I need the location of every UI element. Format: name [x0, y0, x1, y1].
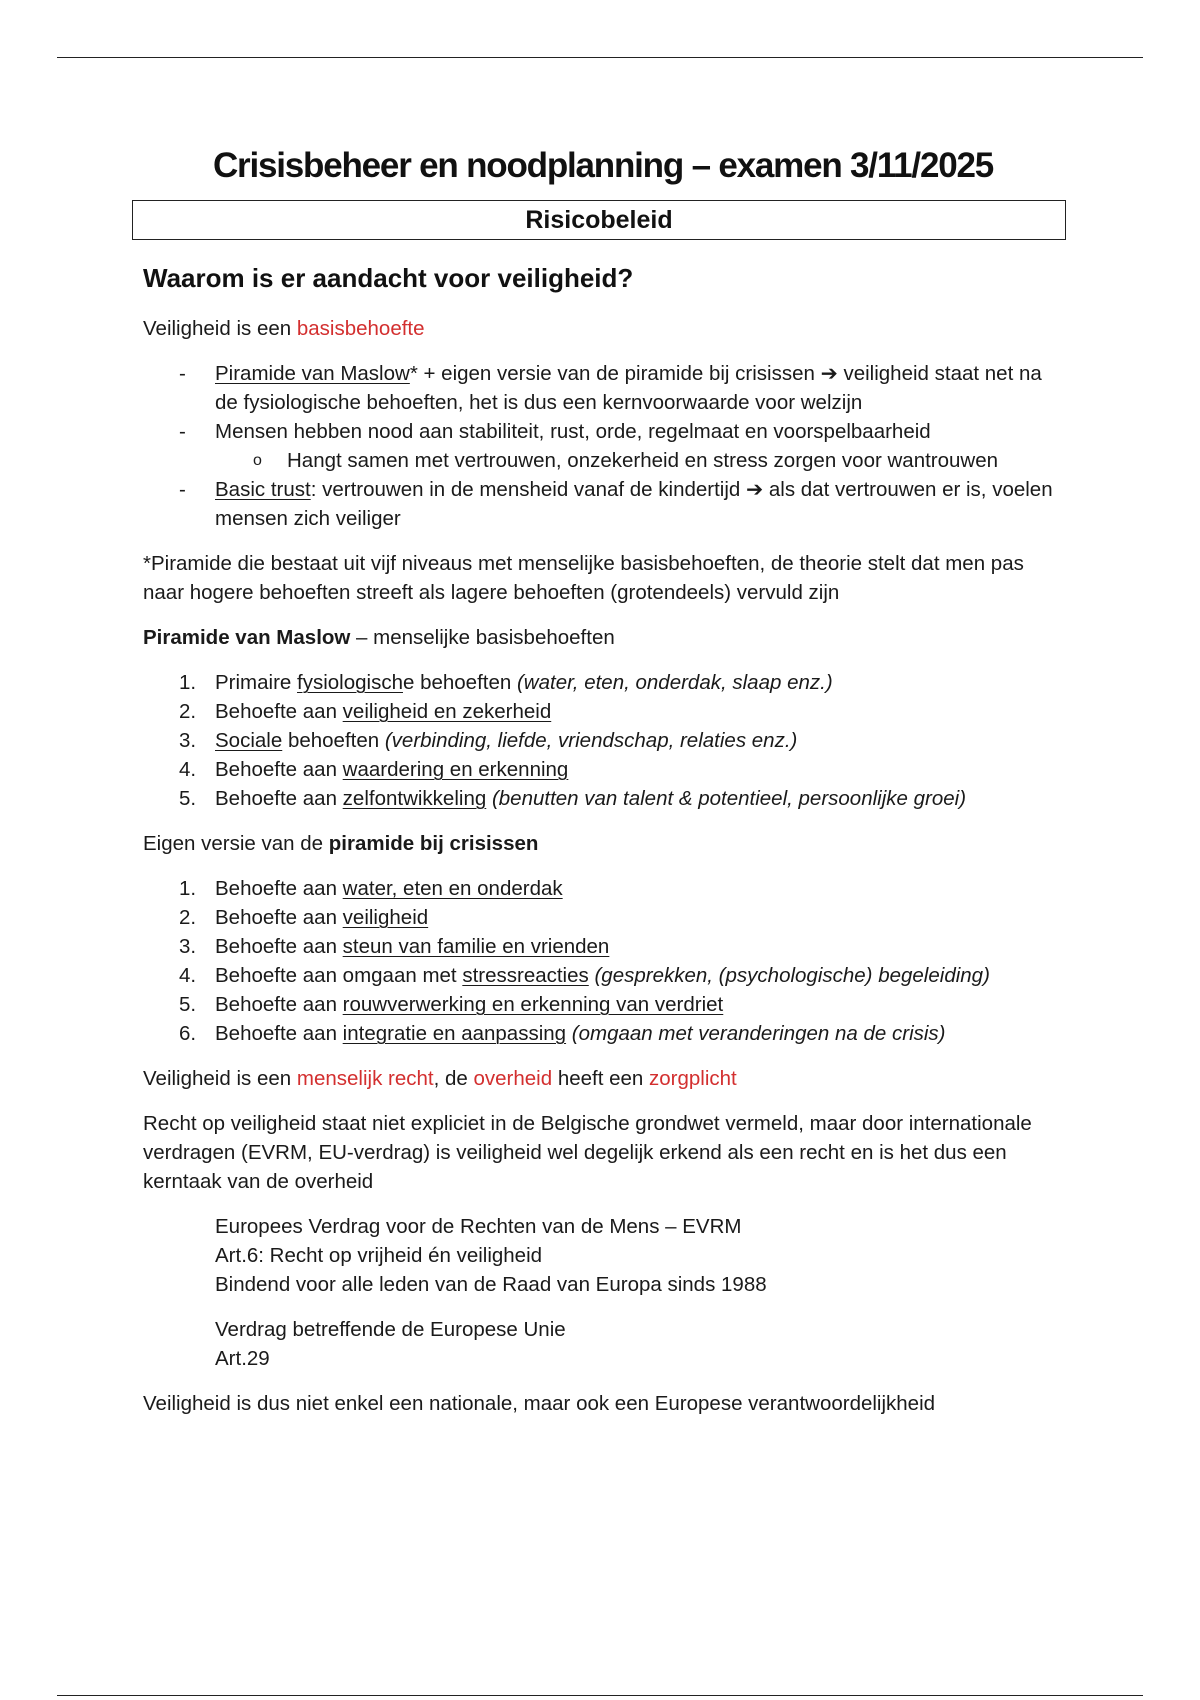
list-item: 5. Behoefte aan rouwverwerking en erkenning van verdriet [179, 993, 724, 1016]
list-item: 3. Sociale behoeften (verbinding, liefde, vriendschap, relaties enz.) [179, 729, 798, 752]
list-item: 4. Behoefte aan waardering en erkenning [179, 758, 569, 781]
highlight-basisbehoefte: basisbehoefte [296, 317, 425, 340]
eu-treaty-block: Verdrag betreffende de Europese Unie Art.29 [215, 1318, 566, 1370]
rights-sentence: Veiligheid is een menselijk recht, de overheid heeft een zorgplicht [143, 1067, 737, 1090]
conclusion: Veiligheid is dus niet enkel een nationale, maar ook een Europese verantwoordelijkheid [143, 1392, 936, 1415]
body-paragraph: Recht op veiligheid staat niet expliciet in de Belgische grondwet vermeld, maar door internationale verdragen (EVRM, EU-verdrag) is veiligheid wel degelijk erkend als een recht en is het dus een kerntaak van de overheid [143, 1112, 1032, 1193]
list-item: - Basic trust: vertrouwen in de mensheid vanaf de kindertijd ➔ als dat vertrouwen er is, voelen mensen zich veiliger [215, 475, 1063, 533]
document-body [143, 258, 1063, 1434]
list-item: 6. Behoefte aan integratie en aanpassing (omgaan met veranderingen na de crisis) [179, 1022, 946, 1045]
list-item: 2. Behoefte aan veiligheid en zekerheid [179, 700, 552, 723]
section-title-box: Risicobeleid [132, 200, 1066, 240]
bottom-rule [57, 1695, 1143, 1696]
document-title: Crisisbeheer en noodplanning – examen 3/11/2025 [212, 146, 994, 185]
reasons-list [143, 359, 1063, 533]
list-item: 3. Behoefte aan steun van familie en vrienden [179, 935, 610, 958]
section-heading: Waarom is er aandacht voor veiligheid? [143, 263, 634, 293]
list-item: - Piramide van Maslow* + eigen versie van de piramide bij crisissen ➔ veiligheid staat net na de fysiologische behoeften, het is dus een kernvoorwaarde voor welzijn [215, 359, 1063, 417]
list-item: 4. Behoefte aan omgaan met stressreacties (gesprekken, (psychologische) begeleiding) [179, 964, 990, 987]
footnote: *Piramide die bestaat uit vijf niveaus met menselijke basisbehoeften, de theorie stelt dat men pas naar hogere behoeften streeft als lagere behoeften (grotendeels) vervuld zijn [143, 552, 1024, 604]
sub-list-item: o Hangt samen met vertrouwen, onzekerheid en stress zorgen voor wantrouwen [287, 446, 1063, 475]
highlight-menselijk-recht: menselijk recht [296, 1067, 434, 1090]
list-item: 1. Behoefte aan water, eten en onderdak [179, 877, 563, 900]
crisis-label: Eigen versie van de piramide bij crisissen [143, 832, 539, 855]
highlight-zorgplicht: zorgplicht [649, 1067, 737, 1090]
list-item: - Mensen hebben nood aan stabiliteit, rust, orde, regelmaat en voorspelbaarheid o Hangt samen met vertrouwen, onzekerheid en stress zorgen voor wantrouwen [215, 417, 1063, 475]
evrm-block: Europees Verdrag voor de Rechten van de Mens – EVRM Art.6: Recht op vrijheid én veiligheid Bindend voor alle leden van de Raad van Europa sinds 1988 [215, 1215, 767, 1296]
top-rule [57, 57, 1143, 58]
maslow-label: Piramide van Maslow – menselijke basisbehoeften [143, 626, 615, 649]
list-item: 2. Behoefte aan veiligheid [179, 906, 429, 929]
list-item: 1. Primaire fysiologische behoeften (water, eten, onderdak, slaap enz.) [179, 671, 833, 694]
highlight-overheid: overheid [473, 1067, 553, 1090]
crisis-list [143, 874, 1063, 1048]
maslow-list [143, 668, 1063, 813]
list-item: 5. Behoefte aan zelfontwikkeling (benutten van talent & potentieel, persoonlijke groei) [179, 787, 967, 810]
intro-paragraph: Veiligheid is een basisbehoefte [143, 317, 425, 340]
sub-list [215, 446, 1063, 475]
